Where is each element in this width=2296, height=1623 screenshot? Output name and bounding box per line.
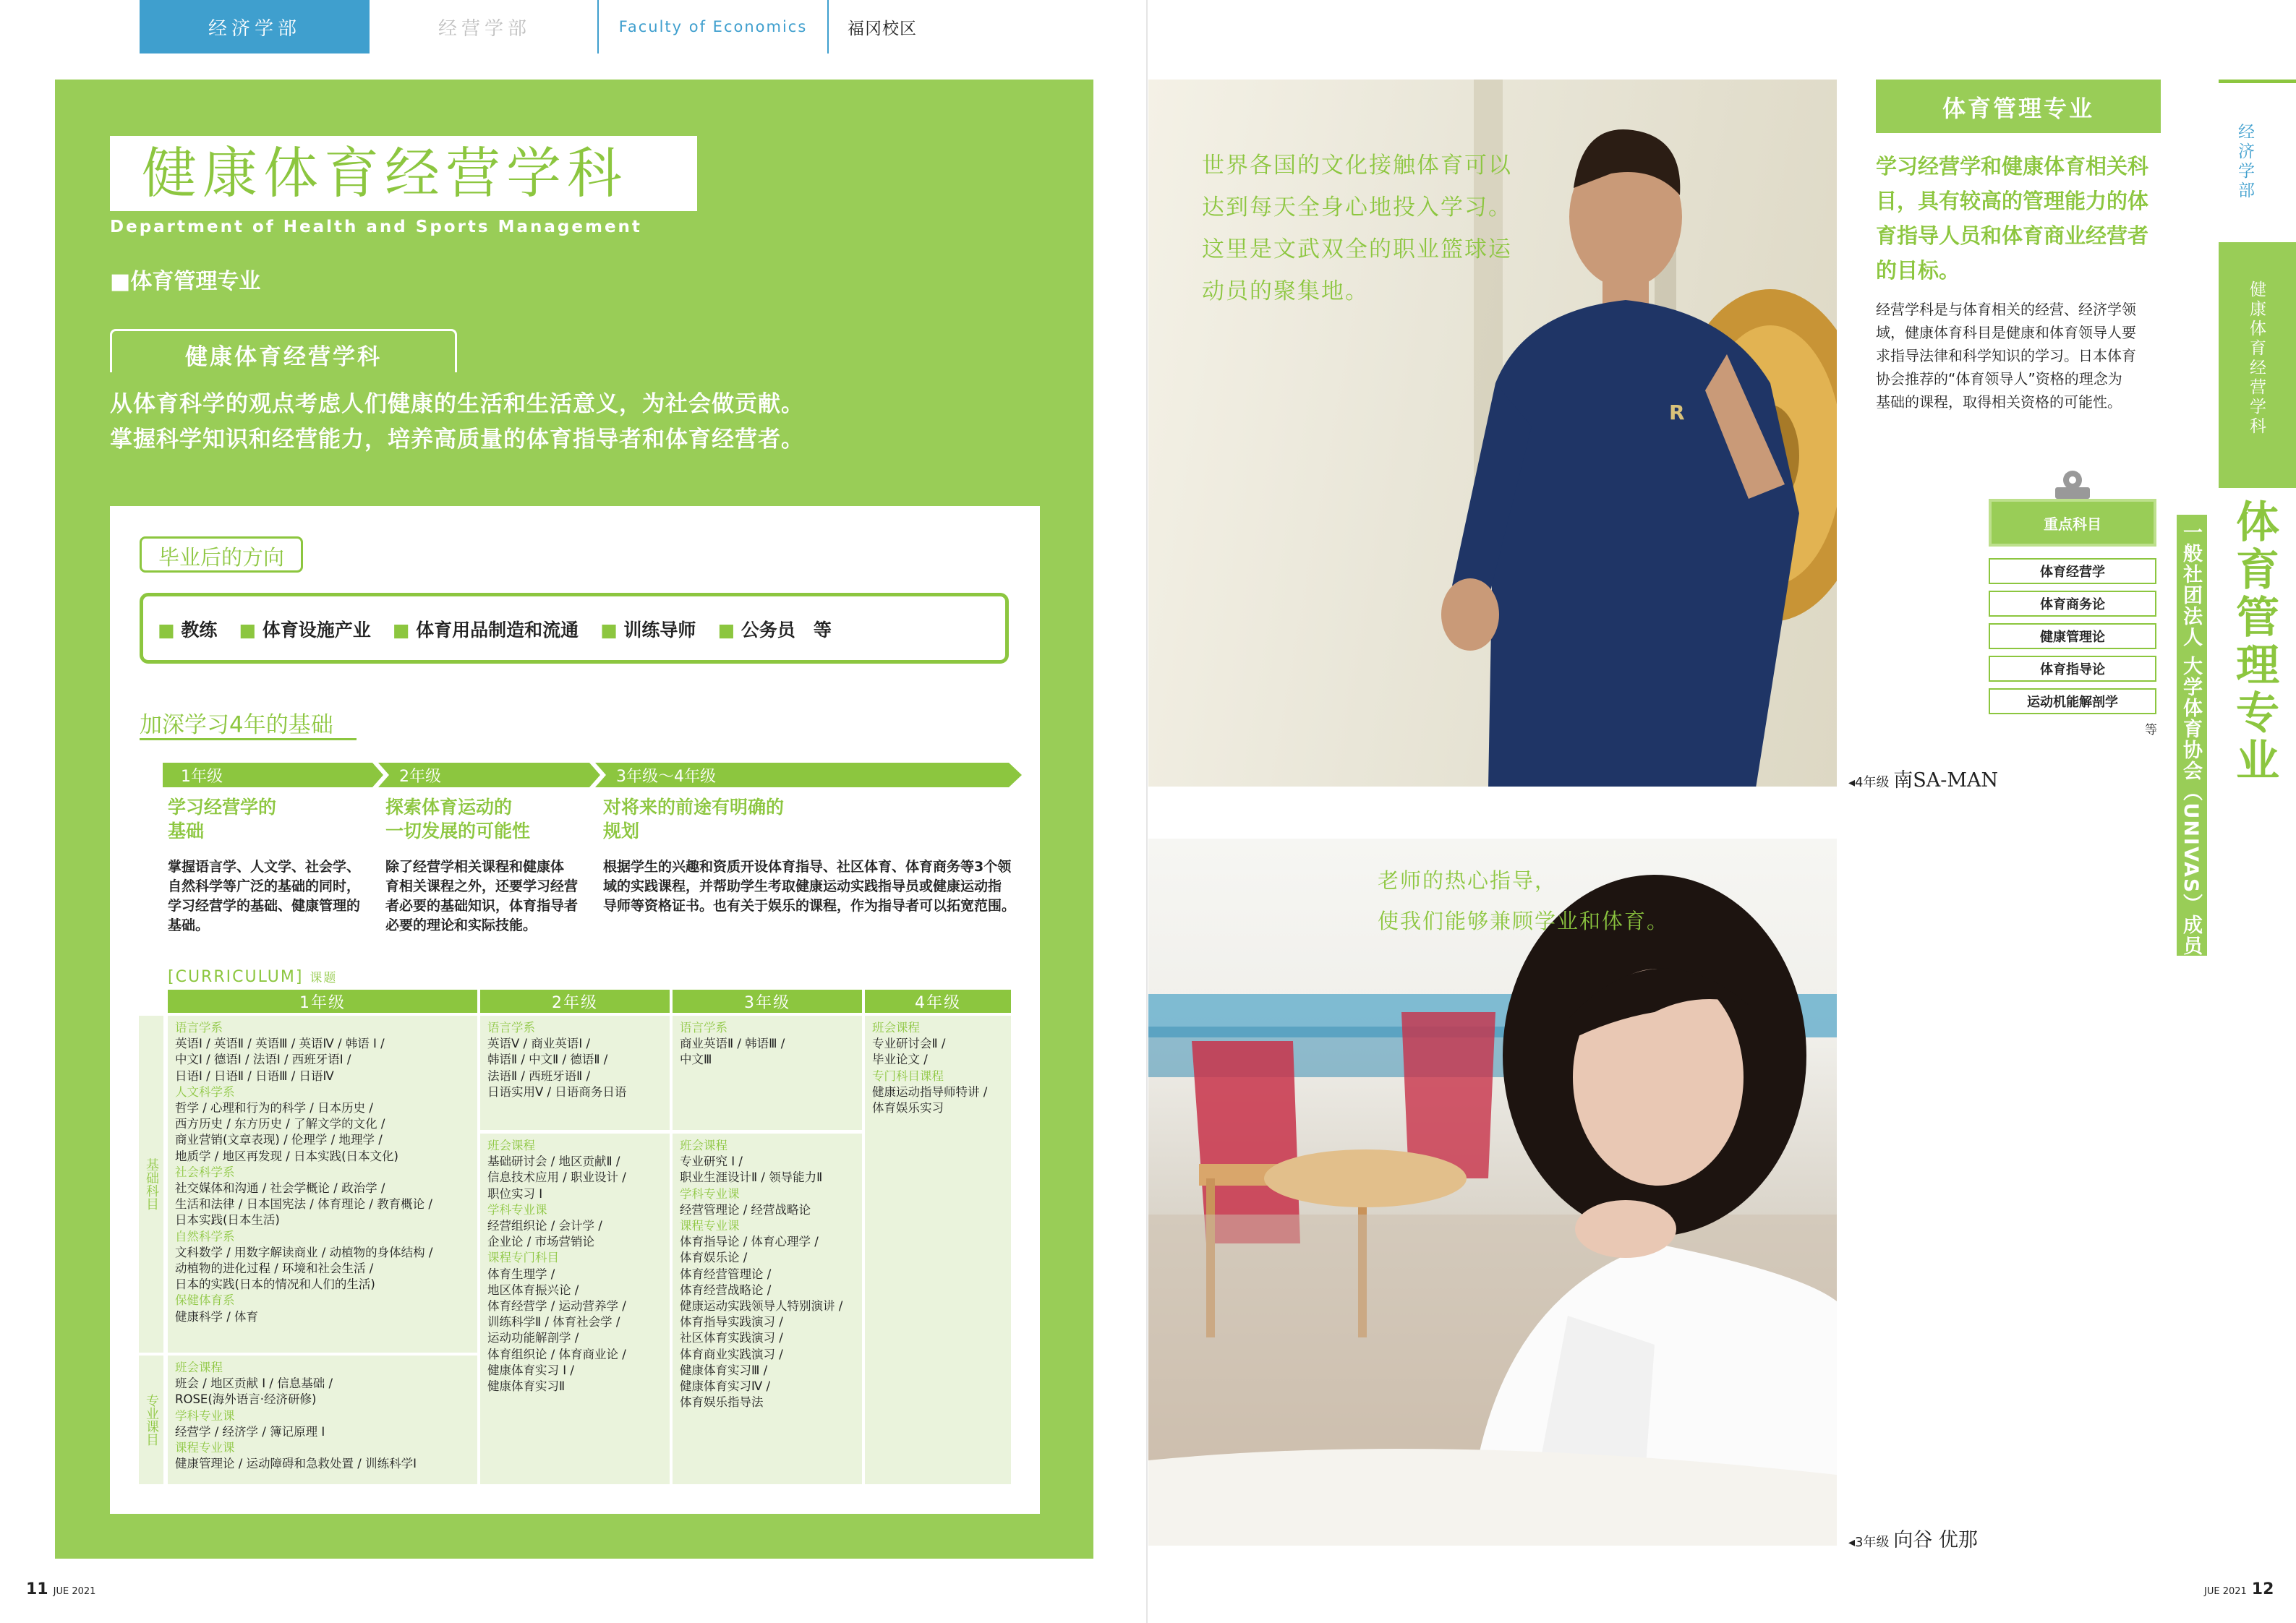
- key-subject-item: 体育商务论: [1989, 591, 2156, 617]
- career-item: ■ 公务员 等: [717, 620, 832, 641]
- curriculum-course-line: 法语Ⅱ / 西班牙语Ⅱ /: [487, 1069, 591, 1083]
- curriculum-course-line: 健康运动实践领导人特别演讲 /: [680, 1299, 843, 1314]
- curriculum-category: 自然科学系: [175, 1229, 235, 1243]
- key-subjects-header: [1989, 499, 2156, 547]
- photo2-credit: ◂3年级 向谷 优那: [1848, 1529, 1978, 1551]
- curriculum-course-line: 英语Ⅴ / 商业英语Ⅰ /: [487, 1037, 591, 1051]
- svg-text:R: R: [1669, 401, 1685, 424]
- curriculum-course-line: 经营学 / 经济学 / 簿记原理 Ⅰ: [175, 1424, 325, 1439]
- curriculum-course-line: 毕业论文 /: [872, 1053, 928, 1067]
- dept-english: Department of Health and Sports Management: [110, 218, 642, 236]
- photo2-caption: 老师的热心指导， 使我们能够兼顾学业和体育。: [1378, 868, 1670, 933]
- curriculum-category: 学科专业课: [175, 1408, 235, 1423]
- tab-management[interactable]: 经营学部: [438, 17, 531, 40]
- tab-faculty-english[interactable]: Faculty of Economics: [618, 18, 808, 35]
- curriculum-course-line: 体育经营管理论 /: [680, 1267, 772, 1281]
- curriculum-course-line: 企业论 / 市场营销论: [487, 1235, 595, 1249]
- curriculum-course-line: 经营管理论 / 经营战略论: [680, 1202, 811, 1217]
- curriculum-course-line: 英语Ⅰ / 英语Ⅱ / 英语Ⅲ / 英语Ⅳ / 韩语 Ⅰ /: [175, 1037, 385, 1051]
- curriculum-course-line: 地质学 / 地区再发现 / 日本实践(日本文化): [175, 1149, 398, 1163]
- curriculum-course-line: 地区体育振兴论 /: [487, 1282, 579, 1297]
- key-subject-item: 体育经营学: [1989, 558, 2156, 584]
- curriculum-category: 班会课程: [487, 1139, 535, 1152]
- curriculum-category: 课程专业课: [680, 1219, 740, 1233]
- campus-label: 福冈校区: [848, 19, 917, 38]
- curriculum-course-line: 中文Ⅰ / 德语Ⅰ / 法语Ⅰ / 西班牙语Ⅰ /: [175, 1053, 351, 1067]
- curriculum-category: 班会课程: [680, 1139, 727, 1152]
- curriculum-course-line: 商业英语Ⅱ / 韩语Ⅲ /: [680, 1037, 785, 1051]
- cur-y2-major: [480, 1134, 670, 1484]
- curriculum-course-line: 健康管理论 / 运动障碍和急救处置 / 训练科学Ⅰ: [175, 1457, 417, 1471]
- curriculum-course-line: 信息技术应用 / 职业设计 /: [487, 1170, 626, 1185]
- nav-divider-2: [827, 0, 829, 53]
- careers-title: 毕业后的方向: [158, 545, 284, 570]
- sidebar-dept: 健康体育经营学科: [2247, 281, 2266, 437]
- cur-y1-basic: [168, 1016, 477, 1353]
- flow-label-2: 2年级: [399, 767, 441, 786]
- course-label: ■体育管理专业: [110, 269, 261, 294]
- career-item: ■ 体育用品制造和流通: [392, 620, 579, 641]
- step-desc-1: 掌握语言学、人文学、社会学、 自然科学等广泛的基础的同时， 学习经营学的基础、健康管理的 基础。: [168, 859, 361, 933]
- curriculum-course-line: 健康体育实习Ⅲ /: [680, 1363, 768, 1377]
- curriculum-category: 班会课程: [175, 1361, 223, 1374]
- tab-economics[interactable]: 经济学部: [140, 0, 370, 53]
- curriculum-course-line: 日本的实践(日本的情况和人们的生活): [175, 1277, 375, 1292]
- curriculum-course-line: 西方历史 / 东方历史 / 了解文学的文化 /: [175, 1117, 385, 1131]
- curriculum-course-line: 日语Ⅰ / 日语Ⅱ / 日语Ⅲ / 日语Ⅳ: [175, 1069, 334, 1083]
- course-title: 体育管理专业: [1942, 95, 2094, 122]
- curriculum-course-line: 中文Ⅲ: [680, 1053, 712, 1067]
- year-header-1: 1年级: [168, 990, 477, 1013]
- cur-y2-basic: [480, 1016, 670, 1130]
- curriculum-course-line: 文科数学 / 用数字解读商业 / 动植物的身体结构 /: [175, 1245, 433, 1259]
- sidebar-univas: 一般社团法人 大学体育协会（UNIVAS）成员: [2180, 522, 2202, 957]
- curriculum-category: 社会科学系: [175, 1165, 235, 1179]
- foundation-underline: [140, 738, 357, 740]
- careers-list: [158, 616, 832, 642]
- curriculum-category: 课程专业课: [175, 1441, 235, 1455]
- step-lead-2: 探索体育运动的 一切发展的可能性: [385, 797, 531, 842]
- flow-label-1: 1年级: [181, 767, 223, 786]
- key-subject-item: 运动机能解剖学: [1989, 688, 2156, 714]
- foundation-title: 加深学习4年的基础: [140, 712, 333, 738]
- curriculum-course-line: 体育组织论 / 体育商业论 /: [487, 1347, 626, 1361]
- curriculum-course-line: 体育娱乐论 /: [680, 1251, 748, 1265]
- curriculum-course-line: 健康科学 / 体育: [175, 1309, 259, 1324]
- curriculum-course-line: 日本实践(日本生活): [175, 1213, 280, 1228]
- curriculum-course-line: 职业生涯设计Ⅱ / 领导能力Ⅱ: [680, 1170, 823, 1185]
- course-body: 经营学科是与体育相关的经营、经济学领 域，健康体育科目是健康和体育领导人要 求指导法律和科学知识的学习。日本体育 协会推荐的“体育领导人”资格的理念为 基础的课程，取得相关资格的可能性。: [1876, 301, 2136, 411]
- career-item: ■ 教练: [158, 620, 218, 641]
- side-label-major: 专业课目: [139, 1356, 163, 1484]
- curriculum-course-line: 体育指导实践演习 /: [680, 1315, 783, 1329]
- curriculum-course-line: 生活和法律 / 日本国宪法 / 体育理论 / 教育概论 /: [175, 1197, 432, 1212]
- key-subjects-suffix: 等: [2145, 723, 2157, 737]
- curriculum-course-line: 日语实用Ⅴ / 日语商务日语: [487, 1084, 627, 1099]
- curriculum-course-line: 体育娱乐指导法: [680, 1395, 764, 1410]
- curriculum-course-line: 班会 / 地区贡献 Ⅰ / 信息基础 /: [175, 1376, 333, 1391]
- step-desc-2: 除了经营学相关课程和健康体 育相关课程之外，还要学习经营 者必要的基础知识，体育指导者 必要的理论和实际技能。: [385, 859, 579, 933]
- sidebar-rule: [2219, 80, 2296, 83]
- curriculum-category: 人文科学系: [175, 1084, 235, 1099]
- photo1-caption: 世界各国的文化接触体育可以 达到每天全身心地投入学习。 这里是文武双全的职业篮球运 动员的聚集地。: [1202, 153, 1512, 304]
- curriculum-course-line: 健康体育实习 Ⅰ /: [487, 1363, 574, 1377]
- curriculum-category: 学科专业课: [487, 1202, 547, 1217]
- cur-y3-major: [673, 1134, 862, 1484]
- curriculum-course-line: 专业研讨会Ⅱ /: [872, 1037, 946, 1051]
- curriculum-heading: [CURRICULUM] 课题: [168, 968, 338, 986]
- year-header-4: 4年级: [865, 990, 1011, 1013]
- curriculum-course-line: 基础研讨会 / 地区贡献Ⅱ /: [487, 1155, 620, 1169]
- curriculum-course-line: 动植物的进化过程 / 环境和社会生活 /: [175, 1262, 374, 1276]
- curriculum-course-line: 健康运动指导师特讲 /: [872, 1084, 988, 1099]
- curriculum-course-line: 社区体育实践演习 /: [680, 1331, 783, 1345]
- step-lead-3: 对将来的前途有明确的 规划: [603, 797, 785, 842]
- curriculum-course-line: 职位实习 Ⅰ: [487, 1186, 543, 1201]
- key-subject-item: 健康管理论: [1989, 623, 2156, 649]
- curriculum-course-line: 健康体育实习Ⅱ: [487, 1379, 566, 1394]
- curriculum-course-line: 专业研究 Ⅰ /: [680, 1155, 743, 1169]
- cur-y3-basic: [673, 1016, 862, 1130]
- curriculum-course-line: 训练科学Ⅱ / 体育社会学 /: [487, 1315, 620, 1329]
- cur-y4: [865, 1016, 1011, 1484]
- year-header-2: 2年级: [480, 990, 670, 1013]
- curriculum-category: 语言学系: [487, 1021, 535, 1035]
- curriculum-course-line: 体育生理学 /: [487, 1267, 555, 1281]
- curriculum-category: 语言学系: [680, 1021, 727, 1035]
- spine: [1146, 0, 1148, 1623]
- curriculum-course-line: 运动功能解剖学 /: [487, 1331, 579, 1345]
- curriculum-course-line: 体育指导论 / 体育心理学 /: [680, 1235, 819, 1249]
- intro-line-2: 掌握科学知识和经营能力，培养高质量的体育指导者和体育经营者。: [110, 427, 804, 453]
- curriculum-course-line: 商业营销(文章表现) / 伦理学 / 地理学 /: [175, 1133, 383, 1147]
- curriculum-course-line: 体育娱乐实习: [872, 1101, 944, 1115]
- intro-line-1: 从体育科学的观点考虑人们健康的生活和生活意义，为社会做贡献。: [110, 391, 804, 417]
- curriculum-category: 学科专业课: [680, 1186, 740, 1201]
- student-photo-2: [1148, 839, 1837, 1546]
- curriculum-course-line: ROSE(海外语言·经济研修): [175, 1392, 317, 1407]
- side-label-basic: 基础科目: [139, 1016, 163, 1353]
- step-desc-3: 根据学生的兴趣和资质开设体育指导、社区体育、体育商务等3个领 域的实践课程，并帮助学生考取健康运动实践指导员或健康运动指 导师等资格证书。也有关于娱乐的课程，作为指导者可以拓宽范围。: [603, 859, 1016, 914]
- curriculum-course-line: 体育经营战略论 /: [680, 1282, 772, 1297]
- curriculum-course-line: 韩语Ⅱ / 中文Ⅱ / 德语Ⅱ /: [487, 1053, 608, 1067]
- page-number-right: JUE 2021 12: [2204, 1580, 2274, 1598]
- curriculum-course-line: 哲学 / 心理和行为的科学 / 日本历史 /: [175, 1101, 373, 1115]
- curriculum-course-line: 社交媒体和沟通 / 社会学概论 / 政治学 /: [175, 1181, 385, 1196]
- photo1-credit: ◂4年级 南SA-MAN: [1848, 769, 1999, 792]
- curriculum-course-line: 经营组织论 / 会计学 /: [487, 1219, 602, 1233]
- nav-divider: [597, 0, 599, 53]
- year-flow-arrows: [163, 763, 1023, 787]
- curriculum-course-line: 体育经营学 / 运动营养学 /: [487, 1299, 626, 1314]
- career-item: ■ 训练导师: [600, 620, 696, 641]
- flow-label-3: 3年级～4年级: [616, 767, 716, 786]
- curriculum-category: 课程专门科目: [487, 1251, 559, 1265]
- curriculum-category: 语言学系: [175, 1021, 223, 1035]
- page-title: 健康体育经营学科: [142, 141, 628, 205]
- key-subjects-title: 重点科目: [2044, 515, 2101, 533]
- step-lead-1: 学习经营学的 基础: [168, 797, 277, 842]
- curriculum-course-line: 体育商业实践演习 /: [680, 1347, 783, 1361]
- curriculum-category: 专门科目课程: [872, 1069, 944, 1083]
- curriculum-category: 班会课程: [872, 1021, 920, 1035]
- year-header-3: 3年级: [673, 990, 862, 1013]
- curriculum-course-line: 健康体育实习Ⅳ /: [680, 1379, 771, 1394]
- course-lead: 学习经营学和健康体育相关科 目，具有较高的管理能力的体 育指导人员和体育商业经营者 的目标。: [1876, 154, 2149, 283]
- cur-y1-major: [168, 1356, 477, 1484]
- sidebar-faculty: 经济学部: [2235, 123, 2254, 201]
- sidebar-course: 体育管理专业: [2229, 499, 2279, 785]
- classroom-illustration: [1148, 839, 1837, 1546]
- intro-tab-label: 健康体育经营学科: [185, 344, 382, 370]
- page-number-left: 11 JUE 2021: [26, 1580, 96, 1598]
- curriculum-category: 保健体育系: [175, 1293, 235, 1308]
- key-subject-item: 体育指导论: [1989, 656, 2156, 682]
- clip-icon: [2052, 468, 2093, 502]
- career-item: ■ 体育设施产业: [239, 620, 371, 641]
